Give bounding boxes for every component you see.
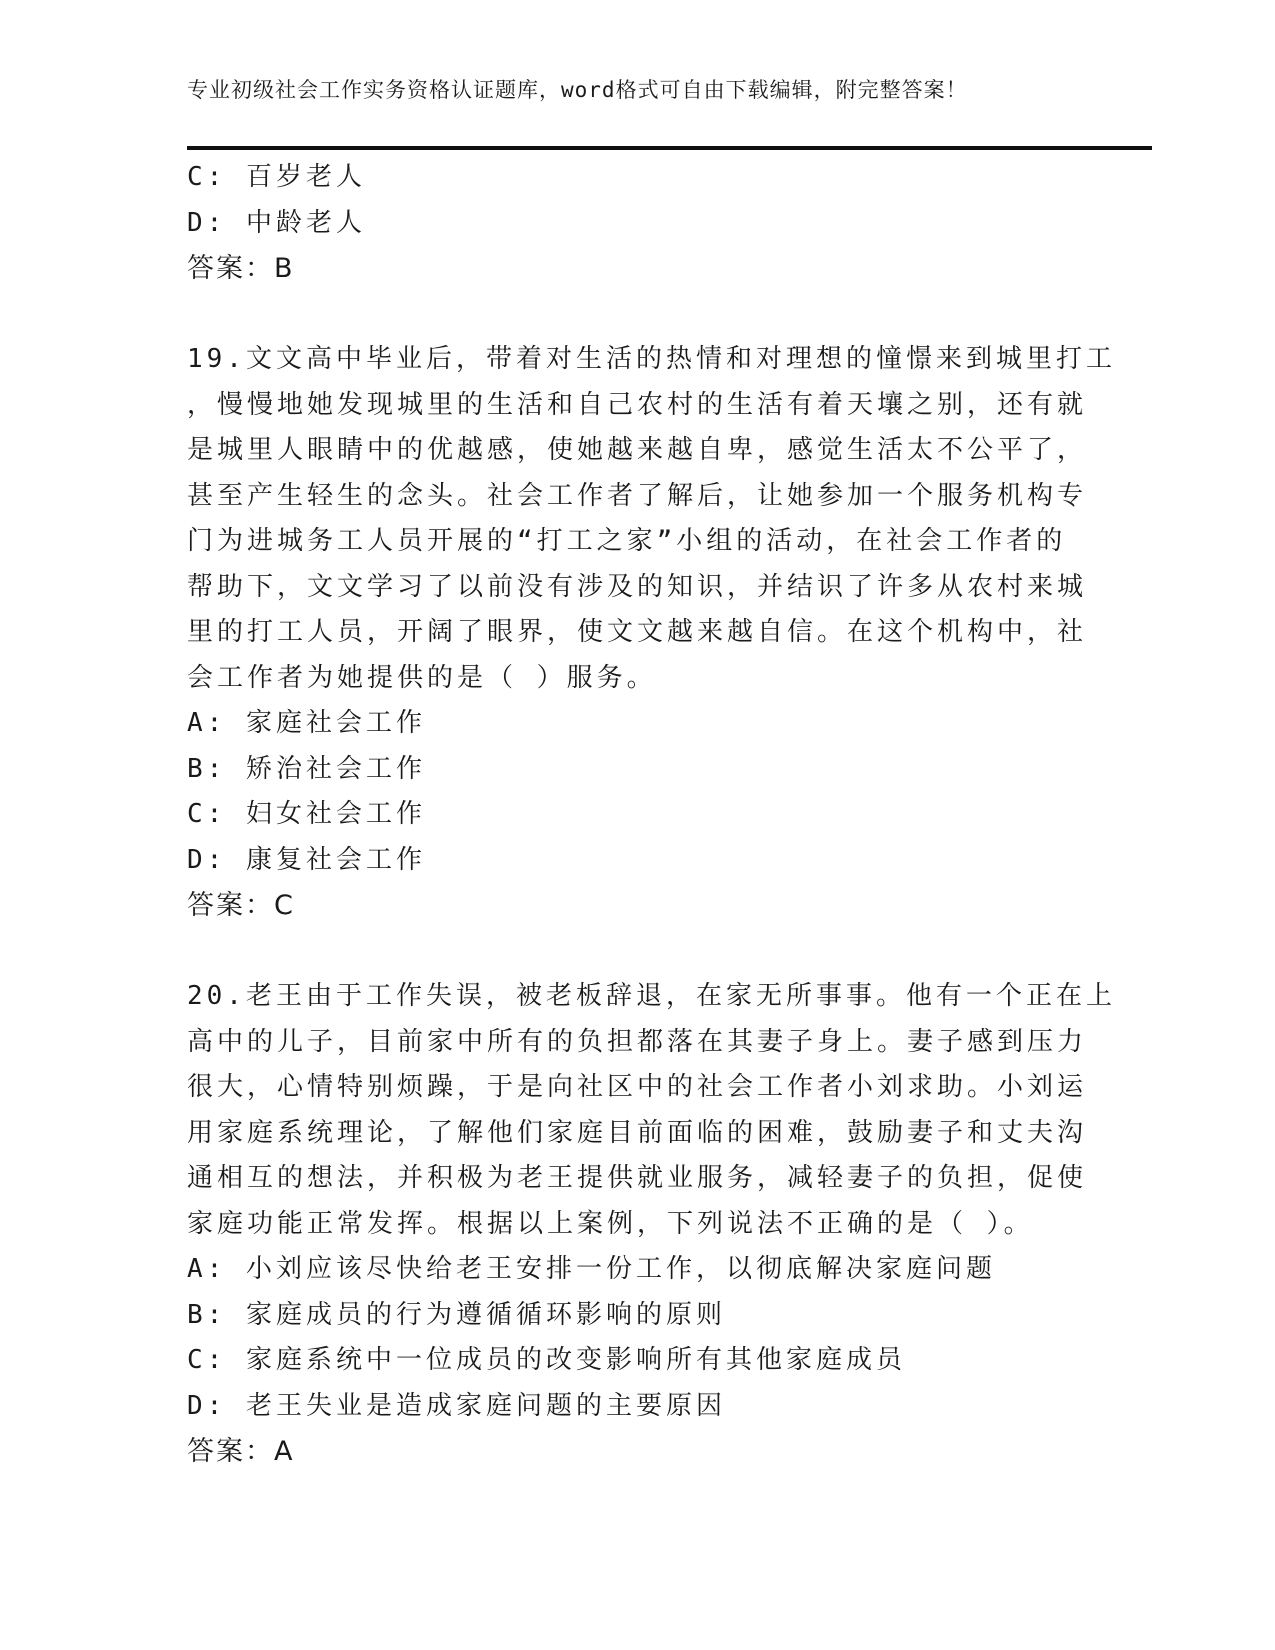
stem-line: 门为进城务工人员开展的“打工之家”小组的活动，在社会工作者的 — [187, 526, 1067, 556]
header-rule — [187, 146, 1152, 150]
stem-line: 很大，心情特别烦躁，于是向社区中的社会工作者小刘求助。小刘运 — [187, 1072, 1088, 1102]
option-b: B: 矫治社会工作 — [187, 753, 426, 784]
question-19-options — [187, 701, 1087, 883]
stem-line: 20.老王由于工作失误，被老板辞退，在家无所事事。他有一个正在上 — [187, 981, 1116, 1011]
question-18-answer: 答案：B — [187, 253, 295, 284]
question-20-answer: 答案：A — [187, 1436, 295, 1467]
question-20-options — [187, 1247, 1087, 1429]
stem-line: 里的打工人员，开阔了眼界，使文文越来越自信。在这个机构中，社 — [187, 617, 1088, 647]
question-19-stem — [187, 337, 1116, 701]
option-c: C: 妇女社会工作 — [187, 799, 426, 829]
stem-line: 通相互的想法，并积极为老王提供就业服务，减轻妻子的负担，促使 — [187, 1163, 1088, 1193]
stem-line: 甚至产生轻生的念头。社会工作者了解后，让她参加一个服务机构专 — [187, 480, 1088, 511]
option-a: A: 小刘应该尽快给老王安排一份工作，以彻底解决家庭问题 — [187, 1254, 996, 1284]
stem-line: 家庭功能正常发挥。根据以上案例，下列说法不正确的是（ ）。 — [187, 1208, 1034, 1239]
question-20 — [187, 974, 1116, 1475]
option-c: C: 家庭系统中一位成员的改变影响所有其他家庭成员 — [187, 1345, 906, 1375]
stem-line: 是城里人眼睛中的优越感，使她越来越自卑，感觉生活太不公平了， — [187, 435, 1088, 465]
question-18-options — [187, 155, 1087, 246]
question-20-stem — [187, 974, 1116, 1247]
page-header: 专业初级社会工作实务资格认证题库，word格式可自由下载编辑，附完整答案！ — [187, 78, 968, 102]
option-b: B: 家庭成员的行为遵循循环影响的原则 — [187, 1299, 726, 1330]
option-d: D: 老王失业是造成家庭问题的主要原因 — [187, 1390, 726, 1421]
stem-line: 19.文文高中毕业后，带着对生活的热情和对理想的憧憬来到城里打工 — [187, 344, 1116, 374]
question-19-answer: 答案：C — [187, 890, 295, 921]
question-19 — [187, 337, 1116, 929]
option-d: D: 康复社会工作 — [187, 844, 426, 875]
stem-line: 会工作者为她提供的是（ ）服务。 — [187, 662, 657, 693]
stem-line: 帮助下，文文学习了以前没有涉及的知识，并结识了许多从农村来城 — [187, 571, 1088, 602]
option-a: A: 家庭社会工作 — [187, 708, 426, 738]
stem-line: 用家庭系统理论，了解他们家庭目前面临的困难，鼓励妻子和丈夫沟 — [187, 1117, 1088, 1148]
option-d: D: 中龄老人 — [187, 207, 366, 238]
stem-line: 高中的儿子，目前家中所有的负担都落在其妻子身上。妻子感到压力 — [187, 1026, 1088, 1057]
document-body — [187, 155, 1116, 1475]
option-c: C: 百岁老人 — [187, 162, 366, 192]
stem-line: ，慢慢地她发现城里的生活和自己农村的生活有着天壤之别，还有就 — [187, 389, 1088, 420]
